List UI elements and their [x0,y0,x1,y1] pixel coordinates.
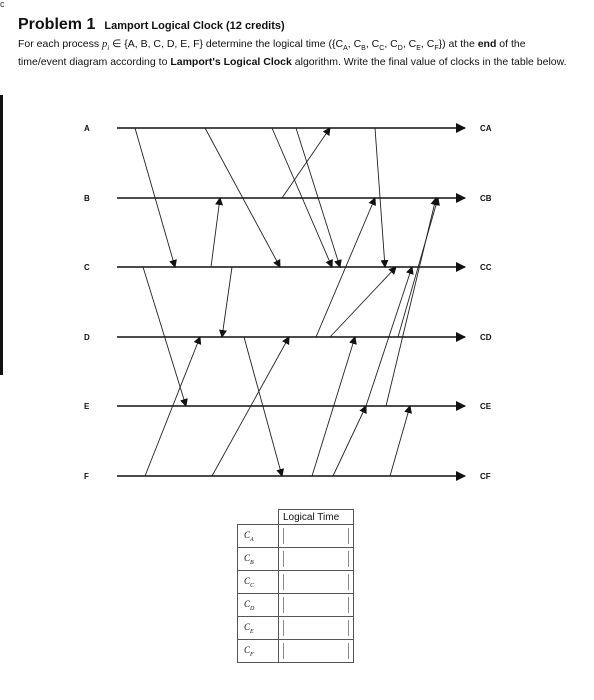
logical-time-value [283,551,349,567]
logical-time-cell[interactable] [279,548,354,571]
logical-time-value [283,528,349,544]
message-arrow-f-to-e [333,406,366,476]
table-row [238,617,354,640]
message-arrow-c-to-d [222,267,232,337]
clock-label-f: CF [480,472,491,481]
logical-time-cell[interactable] [279,617,354,640]
clock-row-label: $C_D$ [238,594,279,617]
logical-time-cell[interactable] [279,640,354,663]
message-arrow-d-to-b [330,267,396,337]
logical-time-value [283,574,349,590]
logical-time-value [283,597,349,613]
table-row [238,548,354,571]
message-arrow-c-to-b [282,128,330,198]
answer-table [237,509,354,663]
clock-label-a: CA [480,124,492,133]
clock-row-label: $C_B$ [238,548,279,571]
table-row [238,525,354,548]
message-arrow-c-to-b [211,198,220,267]
table-row [238,640,354,663]
clock-row-label: $C_E$ [238,617,279,640]
process-label-b: B [84,194,90,203]
clock-row-label: $C_A$ [238,525,279,548]
table-header: Logical Time [279,510,354,525]
clock-label-c: CC [480,263,492,272]
logical-time-cell[interactable] [279,594,354,617]
clock-label-d: CD [480,333,492,342]
clock-label-e: CE [480,402,492,411]
clock-label-b: CB [480,194,492,203]
process-label-f: F [84,472,89,481]
problem-description: For each process $p_i$ ∈ {A, B, C, D, E, F} determine the logical time ({$C_A$, $C_B$, $C_C$, $C_D$, $C_E$, $C_F$}) at the end of the time/event diagram according to Lamport's Logical Clock algorithm. Write the final value of clocks in the table below. [18,38,567,68]
process-label-e: E [84,402,90,411]
logical-time-value [283,620,349,636]
message-arrow-e-to-c [390,406,410,476]
process-label-d: D [84,333,90,342]
logical-time-value [283,643,349,659]
corner-mark: c [0,0,5,9]
table-row [238,571,354,594]
message-arrow-e-to-b [386,198,436,406]
process-label-a: A [84,124,90,133]
clock-row-label: $C_F$ [238,640,279,663]
table-corner [238,510,279,525]
process-label-c: C [84,263,90,272]
problem-title: Problem 1 [18,16,96,33]
problem-subtitle: Lamport Logical Clock (12 credits) [104,20,285,32]
clock-row-label: $C_C$ [238,571,279,594]
table-row [238,594,354,617]
logical-time-cell[interactable] [279,525,354,548]
logical-time-cell[interactable] [279,571,354,594]
